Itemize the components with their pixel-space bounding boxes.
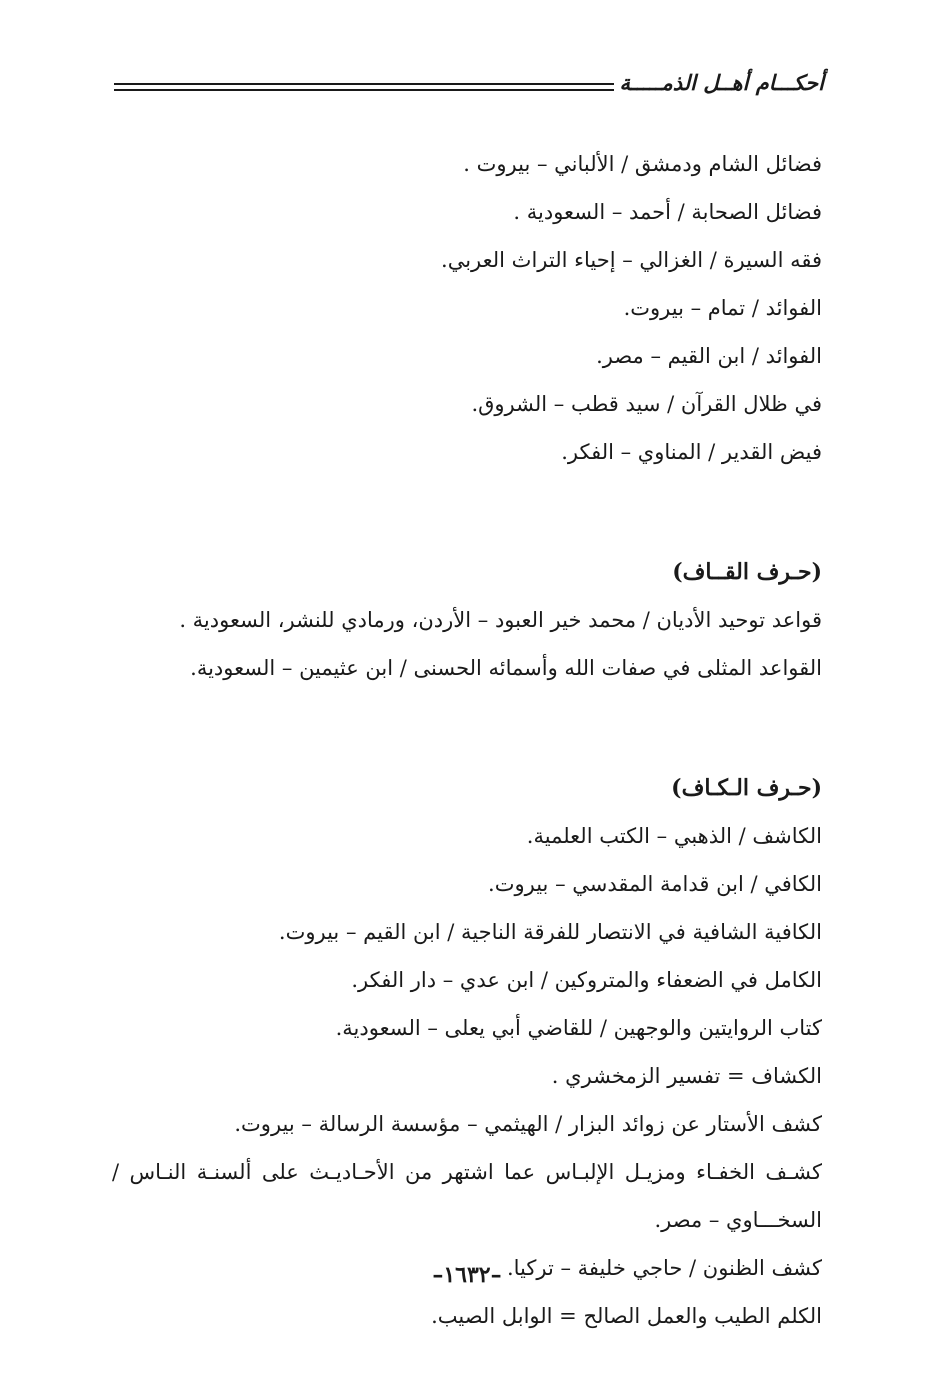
bibliography-entry: الكشاف = تفسير الزمخشري . xyxy=(551,1064,822,1088)
bibliography-entry: الكافية الشافية في الانتصار للفرقة الناجية / ابن القيم – بيروت. xyxy=(278,920,822,944)
bibliography-entry: الكلم الطيب والعمل الصالح = الوابل الصيب. xyxy=(431,1304,822,1328)
section-heading-qaf: (حـرف القــاف) xyxy=(672,559,822,585)
section-kaf xyxy=(112,764,822,1340)
section-spacer xyxy=(112,476,822,548)
bibliography-content xyxy=(112,140,822,1340)
bibliography-entry: فضائل الصحابة / أحمد – السعودية . xyxy=(513,200,822,224)
running-header xyxy=(114,70,824,104)
page-number: –١٦٣٢– xyxy=(432,1262,502,1288)
bibliography-entry: في ظلال القرآن / سيد قطب – الشروق. xyxy=(471,392,822,416)
bibliography-entry: كشف الظنون / حاجي خليفة – تركيا. xyxy=(506,1256,822,1280)
header-rule-bottom xyxy=(114,89,614,91)
section-fa xyxy=(112,140,822,476)
bibliography-entry: القواعد المثلى في صفات الله وأسمائه الحسنى / ابن عثيمين – السعودية. xyxy=(190,656,822,680)
bibliography-entry: الفوائد / ابن القيم – مصر. xyxy=(596,344,822,368)
bibliography-entry: كشف الأستار عن زوائد البزار / الهيثمي – مؤسسة الرسالة – بيروت. xyxy=(234,1112,822,1136)
section-heading-kaf: (حـرف الـكـاف) xyxy=(671,775,822,801)
section-spacer xyxy=(112,692,822,764)
bibliography-entry: الكاشف / الذهبي – الكتب العلمية. xyxy=(526,824,822,848)
header-title: أحكـــام أهــل الذمـــــة xyxy=(619,70,824,95)
header-rule-top xyxy=(114,83,614,85)
bibliography-entry: قواعد توحيد الأديان / محمد خير العبود – الأردن، ورمادي للنشر، السعودية . xyxy=(179,608,822,632)
bibliography-entry: الكامل في الضعفاء والمتروكين / ابن عدي – دار الفكر. xyxy=(351,968,822,992)
bibliography-entry: الكافي / ابن قدامة المقدسي – بيروت. xyxy=(488,872,822,896)
bibliography-entry: كتاب الروايتين والوجهين / للقاضي أبي يعلى – السعودية. xyxy=(335,1016,822,1040)
section-qaf xyxy=(112,548,822,692)
bibliography-entry: الفوائد / تمام – بيروت. xyxy=(623,296,822,320)
bibliography-entry: فيض القدير / المناوي – الفكر. xyxy=(561,440,822,464)
bibliography-entry-continuation: السخـــاوي – مصر. xyxy=(654,1208,822,1232)
bibliography-entry: كشـف الخفـاء ومزيـل الإلبـاس عما اشتهر من الأحـاديـث على ألسنـة النـاس / xyxy=(112,1160,822,1184)
bibliography-entry: فضائل الشام ودمشق / الألباني – بيروت . xyxy=(463,152,822,176)
bibliography-entry: فقه السيرة / الغزالي – إحياء التراث العربي. xyxy=(441,248,822,272)
